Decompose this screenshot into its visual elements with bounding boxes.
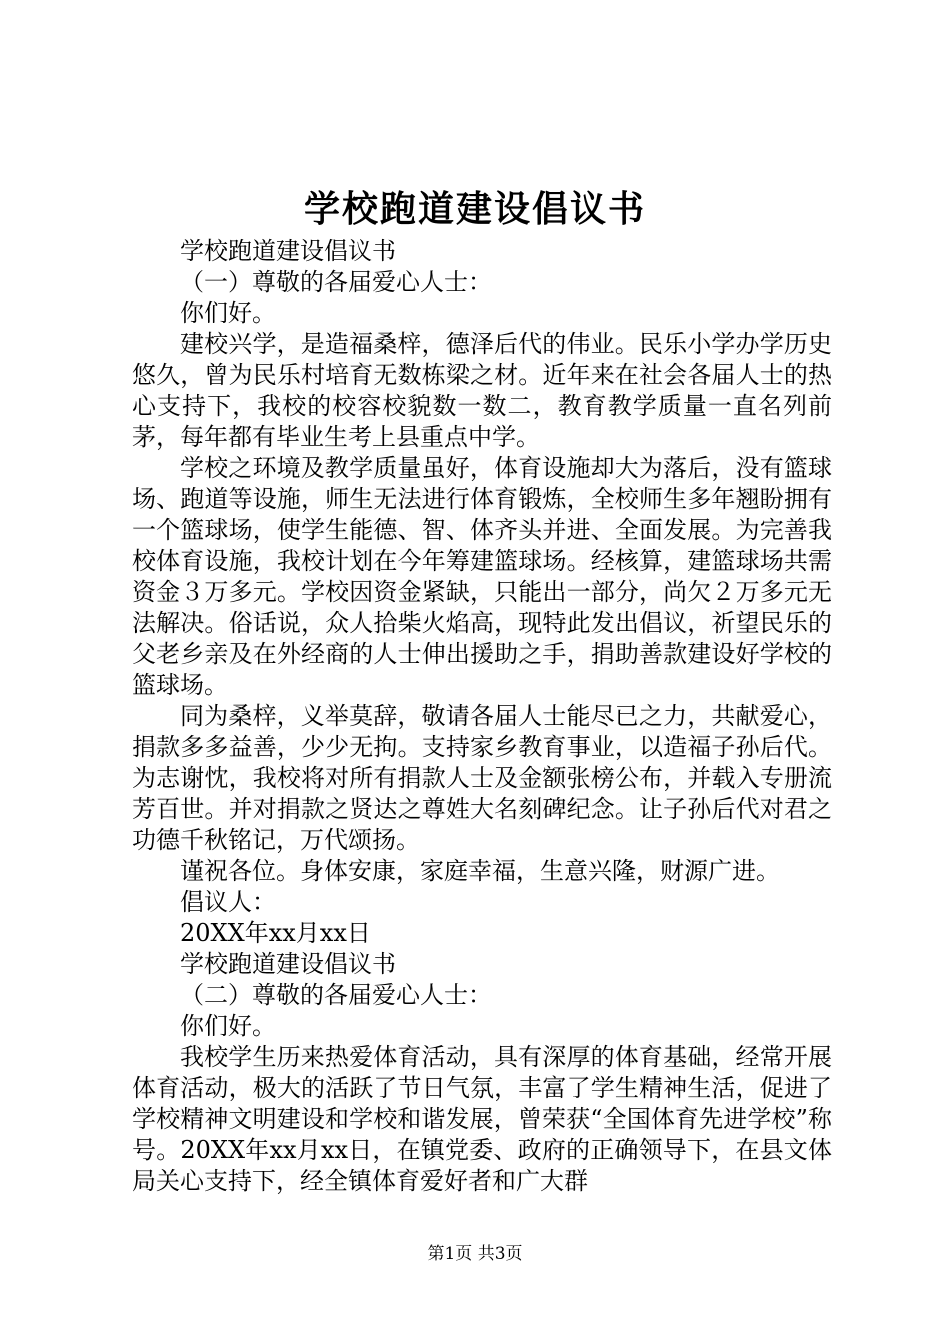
paragraph-greeting-2: 你们好。 <box>180 1012 276 1040</box>
page-number: 第1页 共3页 <box>427 1244 523 1264</box>
paragraph-signatory: 倡议人： <box>180 888 276 916</box>
paragraph-salutation-1: （一）尊敬的各届爱心人士： <box>180 268 492 296</box>
paragraph-body: 建校兴学，是造福桑梓，德泽后代的伟业。民乐小学办学历史悠久，曾为民乐村培育无数栋梁之材。近年来在社会各届人士的热心支持下，我校的校容校貌数一数二，教育教学质量一直名列前茅，每年都有毕业生考上县重点中学。 <box>132 330 832 451</box>
document-body <box>132 236 832 1197</box>
paragraph-heading-1: 学校跑道建设倡议书 <box>180 237 396 265</box>
page-title: 学校跑道建设倡议书 <box>303 188 646 230</box>
paragraph-heading-2: 学校跑道建设倡议书 <box>180 950 396 978</box>
paragraph-date: 20XX年xx月xx日 <box>180 919 371 947</box>
paragraph-salutation-2: （二）尊敬的各届爱心人士： <box>180 981 492 1009</box>
paragraph-closing: 谨祝各位。身体安康，家庭幸福，生意兴隆，财源广进。 <box>180 857 780 885</box>
paragraph-body: 我校学生历来热爱体育活动，具有深厚的体育基础，经常开展体育活动，极大的活跃了节日气氛，丰富了学生精神生活，促进了学校精神文明建设和学校和谐发展，曾荣获“全国体育先进学校”称号。20XX年xx月xx日，在镇党委、政府的正确领导下，在县文体局关心支持下，经全镇体育爱好者和广大群 <box>132 1043 832 1195</box>
paragraph-body: 学校之环境及教学质量虽好，体育设施却大为落后，没有篮球场、跑道等设施，师生无法进行体育锻炼，全校师生多年翘盼拥有一个篮球场，使学生能德、智、体齐头并进、全面发展。为完善我校体育设施，我校计划在今年筹建篮球场。经核算，建篮球场共需资金３万多元。学校因资金紧缺，只能出一部分，尚欠２万多元无法解决。俗话说，众人拾柴火焰高，现特此发出倡议，祈望民乐的父老乡亲及在外经商的人士伸出援助之手，捐助善款建设好学校的篮球场。 <box>132 454 832 699</box>
paragraph-greeting-1: 你们好。 <box>180 299 276 327</box>
paragraph-body: 同为桑梓，义举莫辞，敬请各届人士能尽已之力，共献爱心，捐款多多益善，少少无拘。支持家乡教育事业，以造福子孙后代。为志谢忱，我校将对所有捐款人士及金额张榜公布，并载入专册流芳百世。并对捐款之贤达之尊姓大名刻碑纪念。让子孙后代对君之功德千秋铭记，万代颂扬。 <box>132 702 832 854</box>
